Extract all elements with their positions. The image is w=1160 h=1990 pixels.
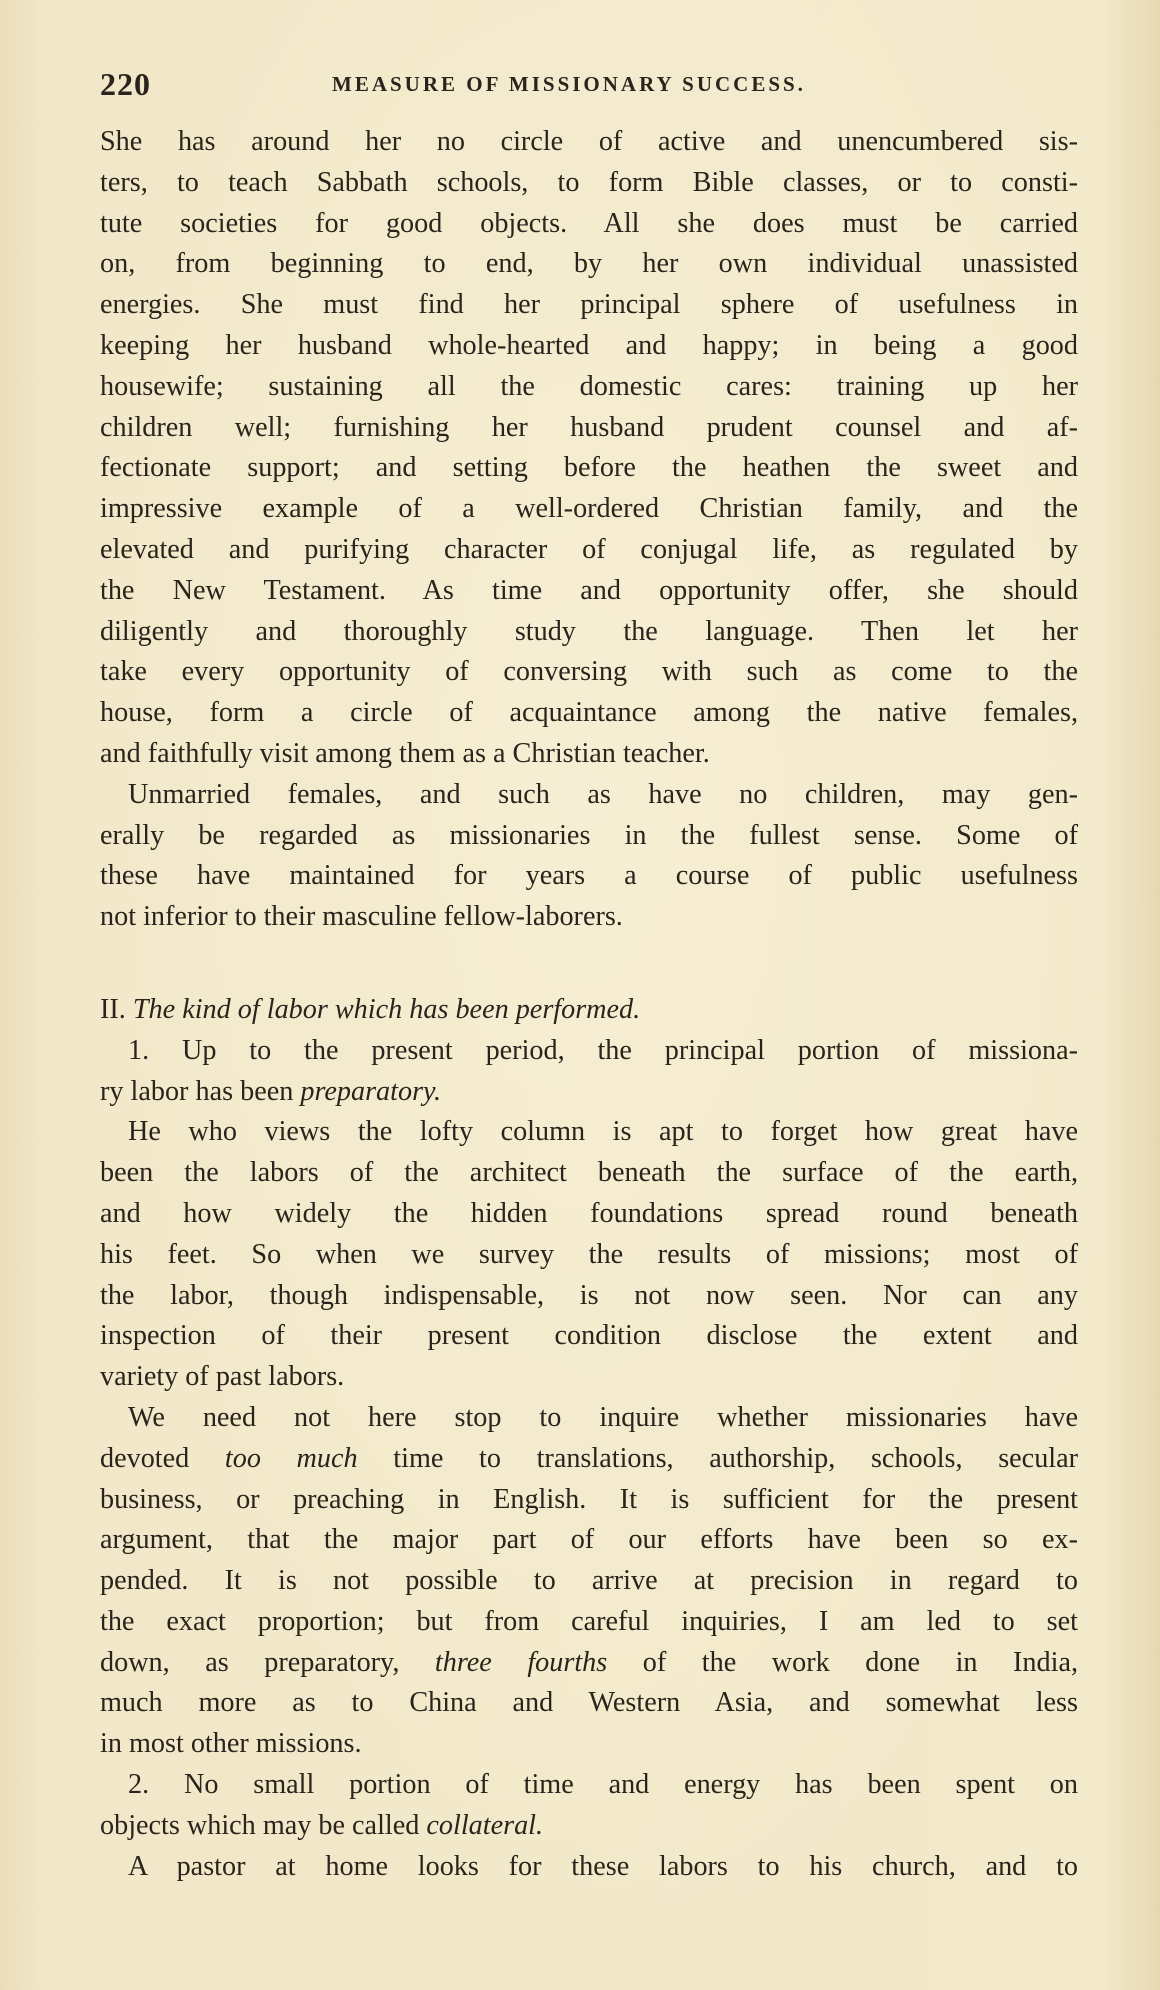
text-line: energies. She must find her principal sphere of usefulness in [100,289,1078,321]
text-line: argument, that the major part of our efforts have been so ex- [100,1524,1078,1556]
text-line: fectionate support; and setting before the heathen the sweet and [100,452,1078,484]
text-line: in most other missions. [100,1728,362,1760]
text-line: impressive example of a well-ordered Christian family, and the [100,493,1078,525]
running-head: MEASURE OF MISSIONARY SUCCESS. [332,72,806,96]
text-line: 2. No small portion of time and energy has been spent on [128,1769,1078,1801]
text-run: down, as preparatory, [100,1646,400,1678]
text-line: elevated and purifying character of conjugal life, as regulated by [100,533,1078,565]
text-line: much more as to China and Western Asia, and somewhat less [100,1687,1078,1719]
text-line: diligently and thoroughly study the language. Then let her [100,615,1078,647]
italic-term: collateral. [426,1809,544,1841]
text-line [100,1806,1078,1847]
text-line [100,1072,1078,1113]
text-line: the exact proportion; but from careful inquiries, I am led to set [100,1605,1078,1637]
text-line: A pastor at home looks for these labors to his church, and to [128,1850,1078,1882]
text-line: ters, to teach Sabbath schools, to form Bible classes, or to consti- [100,166,1078,198]
text-run: devoted [100,1442,190,1474]
text-line: house, form a circle of acquaintance among the native females, [100,697,1078,729]
italic-term: too much [224,1442,358,1474]
text-line: take every opportunity of conversing with such as come to the [100,656,1078,688]
text-run: objects which may be called [100,1809,420,1841]
text-line: She has around her no circle of active and unencumbered sis- [100,126,1078,157]
text-run: ry labor has been [100,1075,294,1107]
text-run: time to translations, authorship, schools, secular [393,1442,1079,1474]
text-line: the labor, though indispensable, is not now seen. Nor can any [100,1279,1078,1311]
text-line: housewife; sustaining all the domestic cares: training up her [100,370,1078,402]
text-line [100,1439,1078,1480]
section-title: The kind of labor which has been performed. [132,993,641,1025]
section-heading [100,990,1078,1031]
text-line: tute societies for good objects. All she does must be carried [100,207,1078,239]
text-line: pended. It is not possible to arrive at precision in regard to [100,1565,1078,1597]
section-gap [100,938,1078,990]
text-line: his feet. So when we survey the results of missions; most of [100,1238,1078,1270]
text-line: keeping her husband whole-hearted and happy; in being a good [100,329,1078,361]
text-line: Unmarried females, and such as have no children, may gen- [128,778,1078,810]
text-line: been the labors of the architect beneath the surface of the earth, [100,1157,1078,1189]
text-line: children well; furnishing her husband prudent counsel and af- [100,411,1078,443]
italic-term: preparatory. [300,1075,442,1107]
text-line: He who views the lofty column is apt to forget how great have [128,1116,1078,1148]
text-line: business, or preaching in English. It is sufficient for the present [100,1483,1078,1515]
text-line: inspection of their present condition disclose the extent and [100,1320,1078,1352]
italic-term: three fourths [434,1646,608,1678]
text-line: erally be regarded as missionaries in the fullest sense. Some of [100,819,1078,851]
text-line: the New Testament. As time and opportunity offer, she should [100,574,1078,606]
text-line: these have maintained for years a course of public usefulness [100,860,1078,892]
text-line: on, from beginning to end, by her own individual unassisted [100,248,1078,280]
body-text [100,122,1078,1887]
text-line: and how widely the hidden foundations spread round beneath [100,1197,1078,1229]
text-line: 1. Up to the present period, the principal portion of missiona- [128,1034,1078,1066]
text-line [100,1643,1078,1684]
page-number: 220 [100,66,151,102]
text-line: not inferior to their masculine fellow-laborers. [100,901,623,933]
page-header [100,66,1085,106]
text-line: variety of past labors. [100,1361,345,1393]
section-number: II. [100,993,126,1025]
text-line: and faithfully visit among them as a Christian teacher. [100,737,710,769]
text-line: We need not here stop to inquire whether missionaries have [128,1401,1078,1433]
text-run: of the work done in India, [642,1646,1079,1678]
